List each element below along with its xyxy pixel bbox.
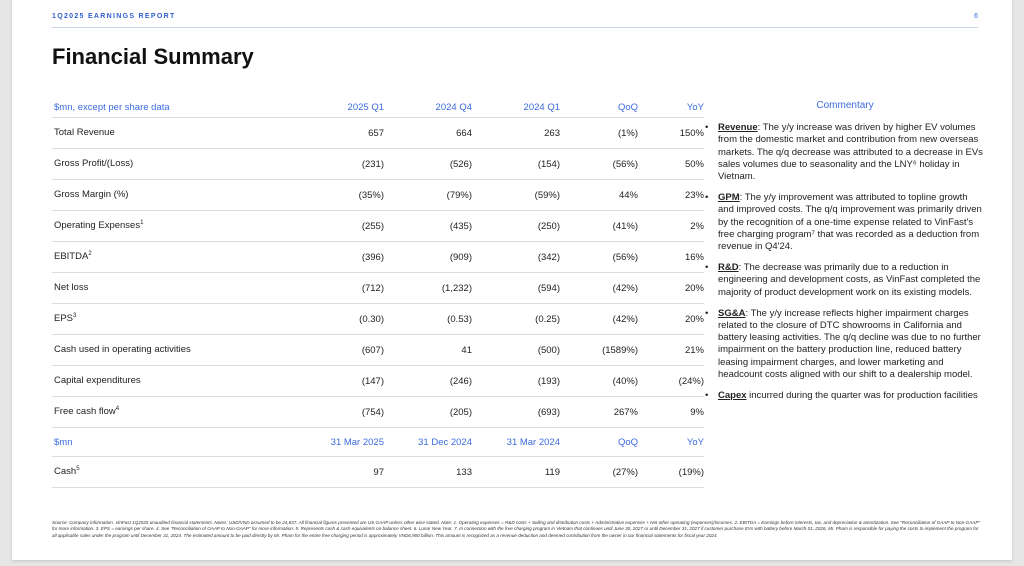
column-header	[560, 97, 638, 118]
column-header-text: YoY	[686, 436, 704, 448]
row-label-text: Cash	[54, 466, 77, 478]
cell-value	[638, 118, 704, 149]
cell-value-text: (42%)	[612, 313, 638, 325]
cell-value-text: (1,232)	[441, 282, 472, 294]
commentary-keyword: Revenue	[718, 122, 758, 134]
bullet-icon: •	[705, 262, 709, 274]
cell-value	[264, 118, 384, 149]
cell-value-text: (435)	[449, 220, 472, 232]
column-header-text: QoQ	[617, 436, 638, 448]
commentary-item	[705, 390, 985, 402]
column-header-text: 2024 Q4	[435, 101, 472, 113]
cell-value-text: (754)	[361, 406, 384, 418]
cell-value	[264, 180, 384, 211]
cell-value	[560, 118, 638, 149]
commentary-text: The decrease was primarily due to a reduction in engineering and development costs, as VinFast completed the majority of product development work on its existing models.	[718, 262, 981, 298]
column-header-text: 31 Mar 2025	[330, 436, 384, 448]
commentary-list	[705, 122, 985, 402]
cell-value-text: (342)	[537, 251, 560, 263]
column-header-text: 31 Dec 2024	[418, 436, 472, 448]
commentary-title: Commentary	[816, 100, 874, 111]
table-row	[52, 457, 704, 488]
row-label-text: Total Revenue	[54, 127, 115, 139]
page-title: Financial Summary	[52, 44, 254, 69]
source-footnote: Source: Company information. VinFast 1Q2025 unaudited financial statements. Notes: USD/VND assumed to be 24,837. All financial figures presented are US GAAP unless other wise stated. Note: 1. Operating expenses = R&D costs + Selling and distribution costs + Administrative expenses + Net other operating (expenses)/incomes. 2. EBITDA = Earnings before interests, tax, and depreciation & amortization. See "Reconciliation of GAAP to Non-GAAP" for more information. 3. EPS = earnings per share. 4. See "Reconciliation of GAAP to Non-GAAP" for more information. 5. Represents cash & cash equivalents on balance sheet. 6. Lunar New Year. 7. In connection with the free charging program in Vietnam that continues until June 30, 2027 or until December 31, 2027 if customer purchase EVs with battery before March 01, 2026, Mr. Pham is responsible for paying the costs to implement the program for all applicable sales under the program until December 31, 2024. The estimated amount to be paid directly by Mr. Pham for the entire free charging period is approximately VND6,900 billion. This amount is recognized as a revenue deduction and deemed contribution from the owner in our financial statements for fiscal year 2024.	[52, 520, 981, 538]
column-header-text: YoY	[686, 101, 704, 113]
cell-value-text: 133	[456, 466, 472, 478]
cell-value-text: (56%)	[612, 158, 638, 170]
footnote-marker: 5	[76, 466, 80, 473]
cell-value-text: (246)	[449, 375, 472, 387]
table-row	[52, 118, 704, 149]
row-label	[52, 242, 264, 273]
row-label	[52, 273, 264, 304]
cell-value-text: 119	[544, 466, 560, 478]
cell-value-text: 44%	[618, 189, 638, 201]
cell-value	[472, 242, 560, 273]
cell-value-text: (27%)	[612, 466, 638, 478]
cell-value	[638, 273, 704, 304]
cell-value-text: (0.25)	[535, 313, 560, 325]
cell-value	[472, 149, 560, 180]
cell-value	[384, 242, 472, 273]
cell-value	[638, 211, 704, 242]
cell-value-text: (500)	[537, 344, 560, 356]
table-row	[52, 304, 704, 335]
commentary-text: incurred during the quarter was for production facilities	[749, 390, 978, 402]
footnote-marker: 1	[140, 220, 144, 227]
header-label	[52, 428, 264, 457]
cell-value	[638, 180, 704, 211]
commentary-text: The y/y increase reflects higher impairment charges related to the closure of DTC showrooms in California and battery leasing activities. The q/q decline was due to no further impairment on the battery production line, reduced battery leasing impairment charges, and lower marketing and headcount costs aligned with our shift to a dealership model.	[718, 307, 981, 380]
cell-value	[638, 242, 704, 273]
commentary-separator: :	[739, 192, 745, 204]
row-label-text: Gross Margin (%)	[54, 189, 129, 201]
header-label-text: $mn, except per share data	[54, 101, 170, 113]
cell-value	[472, 366, 560, 397]
cell-value	[264, 397, 384, 428]
column-header	[384, 97, 472, 118]
cell-value	[264, 335, 384, 366]
commentary-keyword: Capex	[718, 390, 747, 402]
cell-value	[560, 242, 638, 273]
table-row	[52, 273, 704, 304]
cell-value-text: (42%)	[612, 282, 638, 294]
cell-value-text: (24%)	[678, 375, 704, 387]
cell-value	[560, 304, 638, 335]
column-header	[472, 428, 560, 457]
cell-value	[560, 397, 638, 428]
commentary-item	[705, 262, 985, 299]
cell-value-text: (19%)	[678, 466, 704, 478]
cell-value	[264, 149, 384, 180]
cell-value	[638, 457, 704, 488]
commentary-separator: :	[757, 122, 763, 134]
cell-value-text: (205)	[449, 406, 472, 418]
cell-value	[560, 211, 638, 242]
column-header-text: QoQ	[617, 101, 638, 113]
cell-value	[560, 149, 638, 180]
cell-value-text: 50%	[684, 158, 704, 170]
row-label	[52, 118, 264, 149]
cell-value	[472, 335, 560, 366]
commentary-text: The y/y improvement was attributed to topline growth and improved costs. The q/q improvement was primarily driven by the recognition of a one-time expense related to VinFast's free charging program⁷ that was recorded as a deduction from revenue in Q4'24.	[718, 192, 982, 253]
cell-value-text: (255)	[361, 220, 384, 232]
cell-value	[560, 366, 638, 397]
cell-value-text: (41%)	[612, 220, 638, 232]
cell-value	[264, 242, 384, 273]
cell-value-text: 23%	[684, 189, 704, 201]
cell-value-text: (909)	[449, 251, 472, 263]
cell-value	[384, 397, 472, 428]
cell-value	[384, 457, 472, 488]
bullet-icon: •	[705, 122, 709, 134]
column-header	[560, 428, 638, 457]
table-row	[52, 242, 704, 273]
cell-value-text: (1589%)	[602, 344, 638, 356]
header-label-text: $mn	[54, 436, 73, 448]
cell-value-text: (35%)	[358, 189, 384, 201]
cell-value	[384, 304, 472, 335]
cell-value	[384, 211, 472, 242]
cell-value-text: (56%)	[612, 251, 638, 263]
column-header	[638, 97, 704, 118]
cell-value	[472, 211, 560, 242]
column-header-text: 2024 Q1	[523, 101, 560, 113]
cell-value	[472, 180, 560, 211]
commentary-panel	[705, 100, 985, 411]
cell-value	[264, 211, 384, 242]
cell-value-text: 664	[456, 127, 472, 139]
cell-value-text: 9%	[690, 406, 704, 418]
commentary-keyword: R&D	[718, 262, 739, 274]
row-label	[52, 335, 264, 366]
cell-value	[384, 273, 472, 304]
row-label-text: Capital expenditures	[54, 375, 141, 387]
row-label	[52, 457, 264, 488]
cell-value-text: 267%	[613, 406, 638, 418]
table-row	[52, 397, 704, 428]
row-label	[52, 180, 264, 211]
header-label	[52, 97, 264, 118]
row-label-text: Free cash flow	[54, 406, 116, 418]
cell-value-text: 263	[544, 127, 560, 139]
commentary-separator: :	[738, 262, 744, 274]
row-label-text: EBITDA	[54, 251, 89, 263]
slide	[12, 0, 1012, 560]
cell-value	[472, 457, 560, 488]
bullet-icon: •	[705, 390, 709, 402]
table-header-row	[52, 97, 704, 118]
cell-value-text: (154)	[537, 158, 560, 170]
column-header	[264, 428, 384, 457]
row-label	[52, 397, 264, 428]
cell-value	[384, 180, 472, 211]
financial-table	[52, 97, 704, 488]
row-label	[52, 211, 264, 242]
cell-value	[560, 273, 638, 304]
row-label	[52, 149, 264, 180]
cell-value-text: 16%	[684, 251, 704, 263]
table-header-row	[52, 428, 704, 457]
column-header	[638, 428, 704, 457]
cell-value-text: 41	[461, 344, 472, 356]
cell-value-text: 657	[368, 127, 384, 139]
bullet-icon: •	[705, 192, 709, 204]
cell-value	[384, 366, 472, 397]
bullet-icon: •	[705, 307, 709, 319]
cell-value-text: 97	[373, 466, 384, 478]
cell-value-text: (1%)	[617, 127, 638, 139]
cell-value	[264, 273, 384, 304]
cell-value-text: (40%)	[612, 375, 638, 387]
cell-value-text: (59%)	[534, 189, 560, 201]
row-label-text: Net loss	[54, 282, 89, 294]
column-header-text: 2025 Q1	[347, 101, 384, 113]
cell-value	[264, 366, 384, 397]
cell-value	[638, 149, 704, 180]
report-title: 1Q2025 EARNINGS REPORT	[52, 13, 176, 20]
row-label-text: Gross Profit/(Loss)	[54, 158, 134, 170]
commentary-text: The y/y increase was driven by higher EV volumes from the domestic market and contribution from new overseas markets. The q/q decrease was attributed to a decrease in EVs sales volumes due to seasonality and the LNY⁶ holiday in Vietnam.	[718, 122, 983, 183]
cell-value-text: 2%	[690, 220, 704, 232]
row-label	[52, 304, 264, 335]
commentary-item	[705, 122, 985, 183]
cell-value-text: 150%	[679, 127, 704, 139]
cell-value-text: (231)	[361, 158, 384, 170]
commentary-item	[705, 192, 985, 253]
cell-value	[384, 335, 472, 366]
cell-value-text: (0.30)	[359, 313, 384, 325]
cell-value-text: 20%	[684, 313, 704, 325]
cell-value	[472, 118, 560, 149]
commentary-separator: :	[745, 307, 751, 319]
column-header	[384, 428, 472, 457]
cell-value	[384, 118, 472, 149]
cell-value-text: (594)	[537, 282, 560, 294]
cell-value-text: (0.53)	[447, 313, 472, 325]
cell-value-text: (250)	[537, 220, 560, 232]
table-row	[52, 335, 704, 366]
cell-value-text: 21%	[684, 344, 704, 356]
cell-value-text: 20%	[684, 282, 704, 294]
cell-value-text: (712)	[361, 282, 384, 294]
top-bar	[52, 13, 978, 28]
cell-value-text: (147)	[361, 375, 384, 387]
cell-value	[638, 397, 704, 428]
cell-value-text: (607)	[361, 344, 384, 356]
row-label-text: Operating Expenses	[54, 220, 141, 232]
cell-value-text: (526)	[449, 158, 472, 170]
row-label-text: Cash used in operating activities	[54, 344, 191, 356]
cell-value	[560, 335, 638, 366]
column-header-text: 31 Mar 2024	[506, 436, 560, 448]
cell-value	[472, 397, 560, 428]
cell-value	[264, 457, 384, 488]
cell-value	[472, 304, 560, 335]
row-label	[52, 366, 264, 397]
cell-value-text: (193)	[537, 375, 560, 387]
page-number: 6	[974, 13, 978, 20]
cell-value-text: (693)	[537, 406, 560, 418]
footnote-marker: 2	[88, 251, 92, 258]
cell-value	[638, 304, 704, 335]
commentary-item	[705, 308, 985, 381]
table-row	[52, 180, 704, 211]
footnote-marker: 3	[73, 313, 77, 320]
table-row	[52, 149, 704, 180]
column-header	[472, 97, 560, 118]
cell-value	[638, 366, 704, 397]
column-header	[264, 97, 384, 118]
row-label-text: EPS	[54, 313, 74, 325]
commentary-keyword: GPM	[718, 192, 740, 204]
cell-value-text: (396)	[361, 251, 384, 263]
cell-value	[638, 335, 704, 366]
cell-value	[384, 149, 472, 180]
cell-value	[560, 457, 638, 488]
footnote-marker: 4	[115, 406, 120, 413]
cell-value	[560, 180, 638, 211]
cell-value	[264, 304, 384, 335]
cell-value	[472, 273, 560, 304]
table-row	[52, 366, 704, 397]
commentary-keyword: SG&A	[718, 307, 746, 319]
cell-value-text: (79%)	[446, 189, 472, 201]
table-row	[52, 211, 704, 242]
